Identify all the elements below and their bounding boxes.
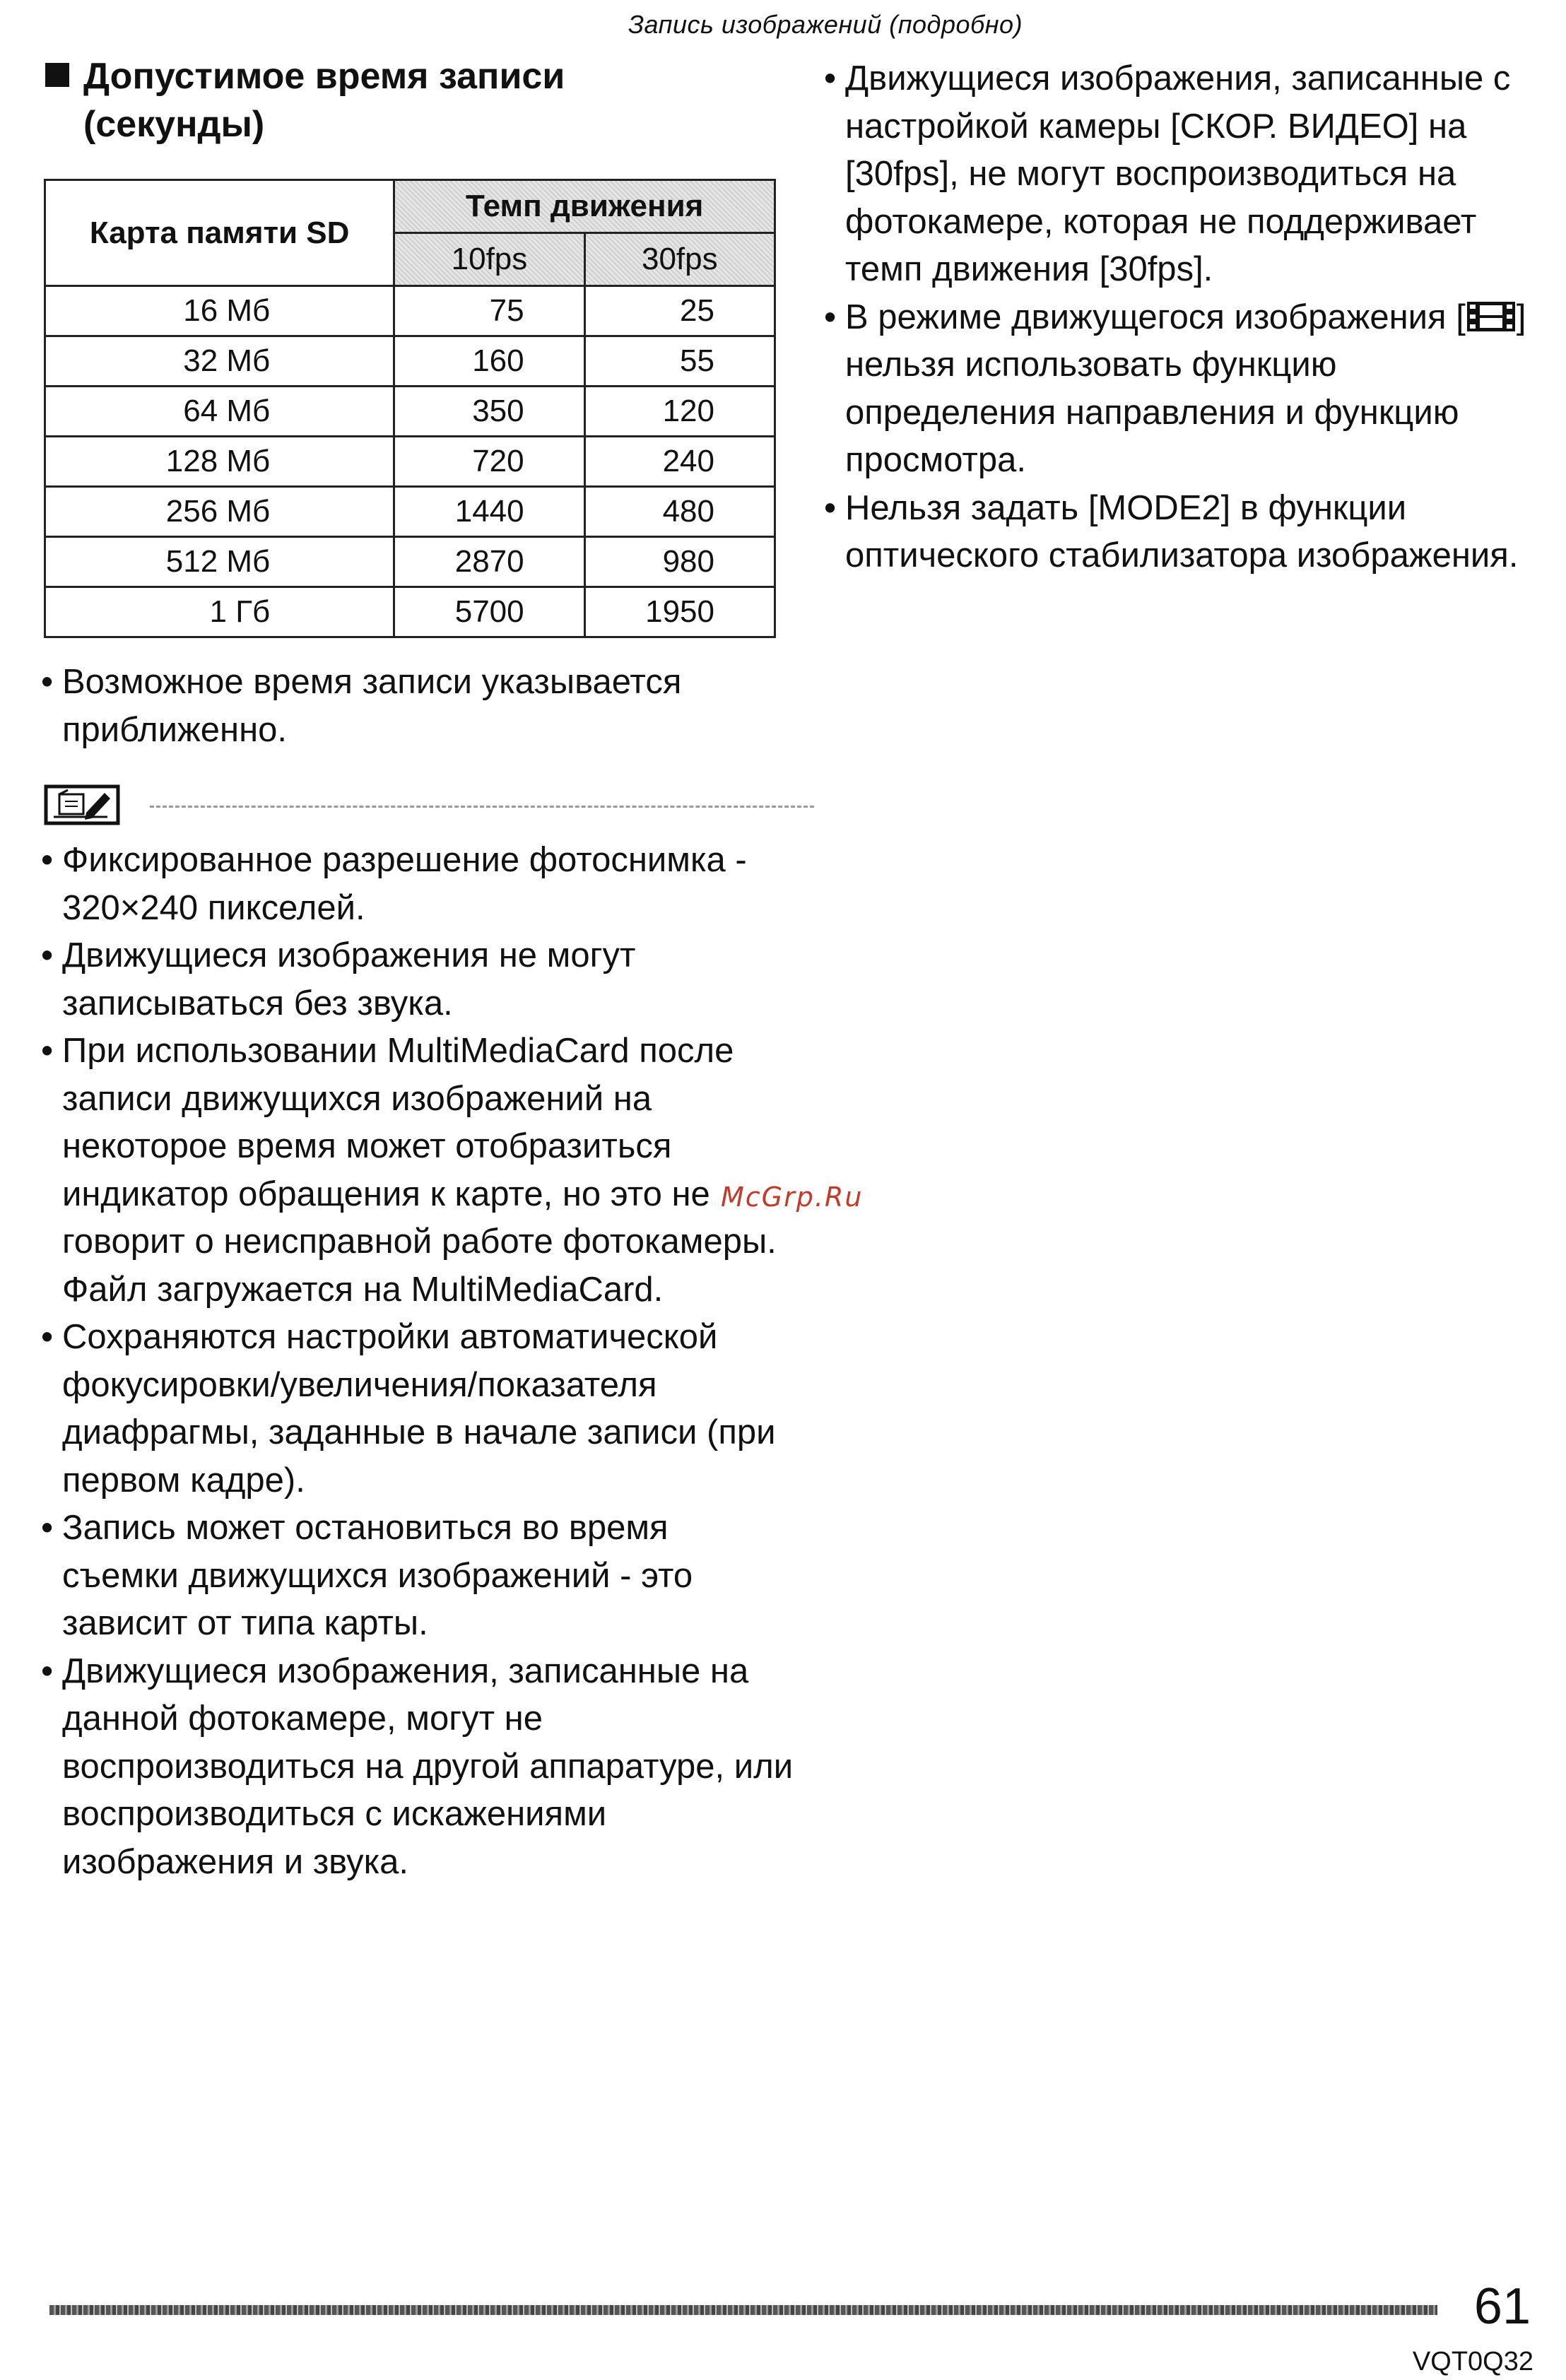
- list-item: • Движущиеся изображения, записанные с настройкой камеры [СКОР. ВИДЕО] на [30fps], не могут воспроизводиться на фотокамере, которая не поддерживает темп движения [30fps].: [828, 55, 1549, 294]
- table-note: • Возможное время записи указывается приближенно.: [45, 659, 794, 754]
- time-30fps: 120: [584, 387, 775, 437]
- recording-time-table: [44, 179, 776, 638]
- time-10fps: 75: [394, 286, 584, 336]
- section-heading: [45, 52, 780, 148]
- list-item: • Движущиеся изображения не могут записываться без звука.: [45, 932, 794, 1027]
- list-item: • Сохраняются настройки автоматической фокусировки/увеличения/показателя диафрагмы, заданные в начале записи (при первом кадре).: [45, 1314, 794, 1504]
- square-bullet-icon: [45, 63, 69, 87]
- motion-mode-text-before: В режиме движущегося изображения [: [845, 298, 1466, 336]
- right-notes-list: [828, 55, 1549, 580]
- table-row: [45, 487, 775, 537]
- motion-mode-text-after: ] нельзя использовать функцию определения направления и функцию просмотра.: [845, 298, 1526, 479]
- card-size: 512 Мб: [45, 537, 394, 587]
- list-item: • Фиксированное разрешение фотоснимка - 320×240 пикселей.: [45, 837, 794, 932]
- card-size: 256 Мб: [45, 487, 394, 537]
- header-30fps: 30fps: [584, 233, 775, 286]
- memo-divider: [44, 784, 772, 827]
- list-item: • Движущиеся изображения, записанные на данной фотокамере, могут не воспроизводиться на другой аппаратуре, или воспроизводиться с искажениями изображения и звука.: [45, 1648, 794, 1887]
- time-30fps: 55: [584, 336, 775, 387]
- notes-list: [45, 837, 794, 1886]
- running-header: Запись изображений (подробно): [628, 10, 1023, 39]
- time-10fps: 350: [394, 387, 584, 437]
- header-10fps: 10fps: [394, 233, 584, 286]
- table-row: [45, 587, 775, 637]
- memo-pencil-icon: [44, 784, 120, 825]
- list-item: • Запись может остановиться во время съемки движущихся изображений - это зависит от типа карты.: [45, 1504, 794, 1648]
- table-row: [45, 537, 775, 587]
- time-10fps: 5700: [394, 587, 584, 637]
- document-code: VQT0Q32: [1412, 2347, 1533, 2376]
- card-size: 64 Мб: [45, 387, 394, 437]
- time-30fps: 1950: [584, 587, 775, 637]
- table-row: [45, 437, 775, 487]
- time-30fps: 480: [584, 487, 775, 537]
- time-10fps: 160: [394, 336, 584, 387]
- watermark: McGrp.Ru: [721, 1182, 864, 1213]
- table-row: [45, 336, 775, 387]
- card-size: 1 Гб: [45, 587, 394, 637]
- list-item: [828, 294, 1549, 485]
- section-title-line1: Допустимое время записи: [83, 56, 565, 97]
- list-item: • Нельзя задать [MODE2] в функции оптического стабилизатора изображения.: [828, 485, 1549, 580]
- card-size: 16 Мб: [45, 286, 394, 336]
- table-note-list: [45, 659, 794, 754]
- time-30fps: 25: [584, 286, 775, 336]
- time-10fps: 2870: [394, 537, 584, 587]
- card-size: 32 Мб: [45, 336, 394, 387]
- table-row: [45, 286, 775, 336]
- list-item: • При использовании MultiMediaCard после записи движущихся изображений на некоторое время может отобразиться индикатор обращения к карте, но это не говорит о неисправной работе фотокамеры. Файл загружается на MultiMediaCard.: [45, 1027, 794, 1314]
- card-size: 128 Мб: [45, 437, 394, 487]
- footer-bar: [49, 2305, 1437, 2315]
- time-30fps: 980: [584, 537, 775, 587]
- time-10fps: 1440: [394, 487, 584, 537]
- table-row: [45, 387, 775, 437]
- time-10fps: 720: [394, 437, 584, 487]
- time-30fps: 240: [584, 437, 775, 487]
- header-card: Карта памяти SD: [45, 180, 394, 286]
- memo-dotted-line: [150, 806, 814, 808]
- motion-picture-icon: [1466, 300, 1517, 333]
- header-speed: Темп движения: [394, 180, 775, 233]
- page-number: 61: [1473, 2278, 1531, 2335]
- section-title-line2: (секунды): [83, 104, 265, 145]
